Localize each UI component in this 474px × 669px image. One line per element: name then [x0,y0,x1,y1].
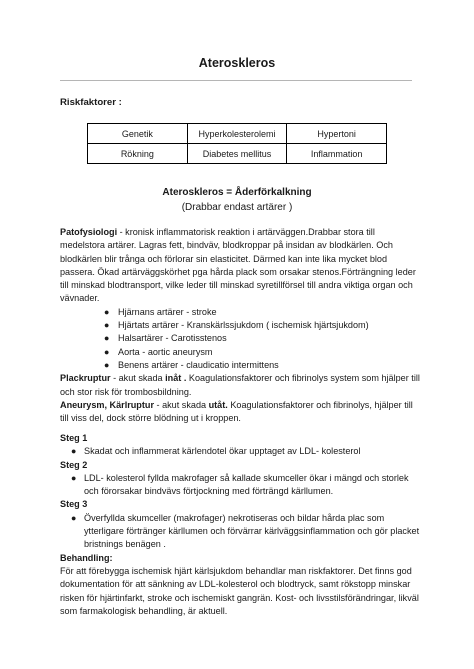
table-cell: Diabetes mellitus [187,144,287,164]
plaque-rupture-label: Plackruptur [60,373,111,384]
bullet-icon: ● [104,320,110,331]
steps-section [60,432,420,618]
list-item: ● Överfyllda skumceller (makrofager) nekrotiseras och bildar hårda plac som ytterligare förtränger kärllumen och förvärrar kärlväggsinflammation och gör placket bristnings benägen . [71,512,420,550]
pathophysiology-label: Patofysiologi [60,227,118,237]
table-cell: Inflammation [287,144,387,164]
definition-heading: Ateroskleros = Åderförkalkning [162,187,312,198]
step-heading: Steg 2 [60,459,88,470]
table-row [88,144,387,164]
table-cell: Hypertoni [287,124,387,144]
step-list [60,445,420,458]
step-list [60,512,420,552]
table-cell: Genetik [88,124,188,144]
bullet-icon: ● [104,346,110,357]
definition-note: (Drabbar endast artärer ) [181,202,293,213]
bullet-icon: ● [71,512,77,523]
list-item: ● Hjärtats artärer - Kranskärlssjukdom ( ischemisk hjärtsjukdom) [60,319,420,332]
treatment-paragraph: För att förebygga ischemisk hjärt kärlsjukdom behandlar man riskfaktorer. Det finns god dokumentation för att sänkning av LDL-kolesterol och blodtryck, samt rökstopp minskar risken för hjärtinfarkt, stroke och ischemiskt gangrän. Kost- och livsstilsförändringar, likväl som farmakologisk behandling, är aktuell. [60,565,419,616]
step-heading: Steg 1 [60,433,88,443]
list-item: ● Benens artärer - claudicatio intermittens [60,359,420,372]
bullet-icon: ● [71,446,77,457]
title-divider [60,80,412,81]
affected-arteries-list [60,306,420,372]
list-item: ● LDL- kolesterol fyllda makrofager så kallade skumceller ökar i mängd och storlek och förorsakar bindvävs förtjockning med förträngd kärllumen. [71,472,409,497]
table-cell: Hyperkolesterolemi [187,124,287,144]
aneurysm-paragraph: Aneurysm, Kärlruptur - akut skada utåt. Koagulationsfaktorer och fibrinolys, hjälper till till viss del, dock större blödning ut i kroppen. [60,399,413,424]
list-item: ● Skadat och inflammerat kärlendotel ökar upptaget av LDL- kolesterol [60,445,420,458]
pathophysiology-text: - kronisk inflammatorisk reaktion i artärväggen.Drabbar stora till medelstora artärer. Lagras fett, bindväv, blodkroppar på insidan av blodkärlen. Och blodkärlen blir trånga och förlorar sin elasticitet. Därmed kan inte lika mycket blod passera. Ökad artärväggskörhet pga hårda plack som orsakar stenos.Förträngning leder till minskad blodtransport, vilke leder till minskad syretillförsel till andra viktiga organ och vävnader. [60,227,416,304]
table-cell: Rökning [88,144,188,164]
treatment-heading: Behandling: [60,552,113,563]
step-list [60,472,420,499]
aneurysm-label: Aneurysm, Kärlruptur [60,399,154,410]
bullet-icon: ● [104,306,110,317]
bullet-icon: ● [104,333,110,344]
plaque-rupture-paragraph: Plackruptur - akut skada inåt . Koagulationsfaktorer och fibrinolys system som hjälper till och stor risk för trombosbildning. [60,373,420,397]
risk-factors-table [87,123,387,164]
list-item: ● Aorta - aortic aneurysm [60,346,420,359]
risk-factors-heading: Riskfaktorer : [60,97,122,108]
document-title: Ateroskleros [198,56,276,70]
pathophysiology-paragraph [60,226,420,306]
list-item: ● Hjärnans artärer - stroke [60,306,420,319]
pathophysiology-section [60,226,420,425]
table-row [88,124,387,144]
list-item: ● Halsartärer - Carotisstenos [60,332,420,345]
bullet-icon: ● [104,359,110,370]
bullet-icon: ● [71,472,77,483]
step-heading: Steg 3 [60,499,88,510]
